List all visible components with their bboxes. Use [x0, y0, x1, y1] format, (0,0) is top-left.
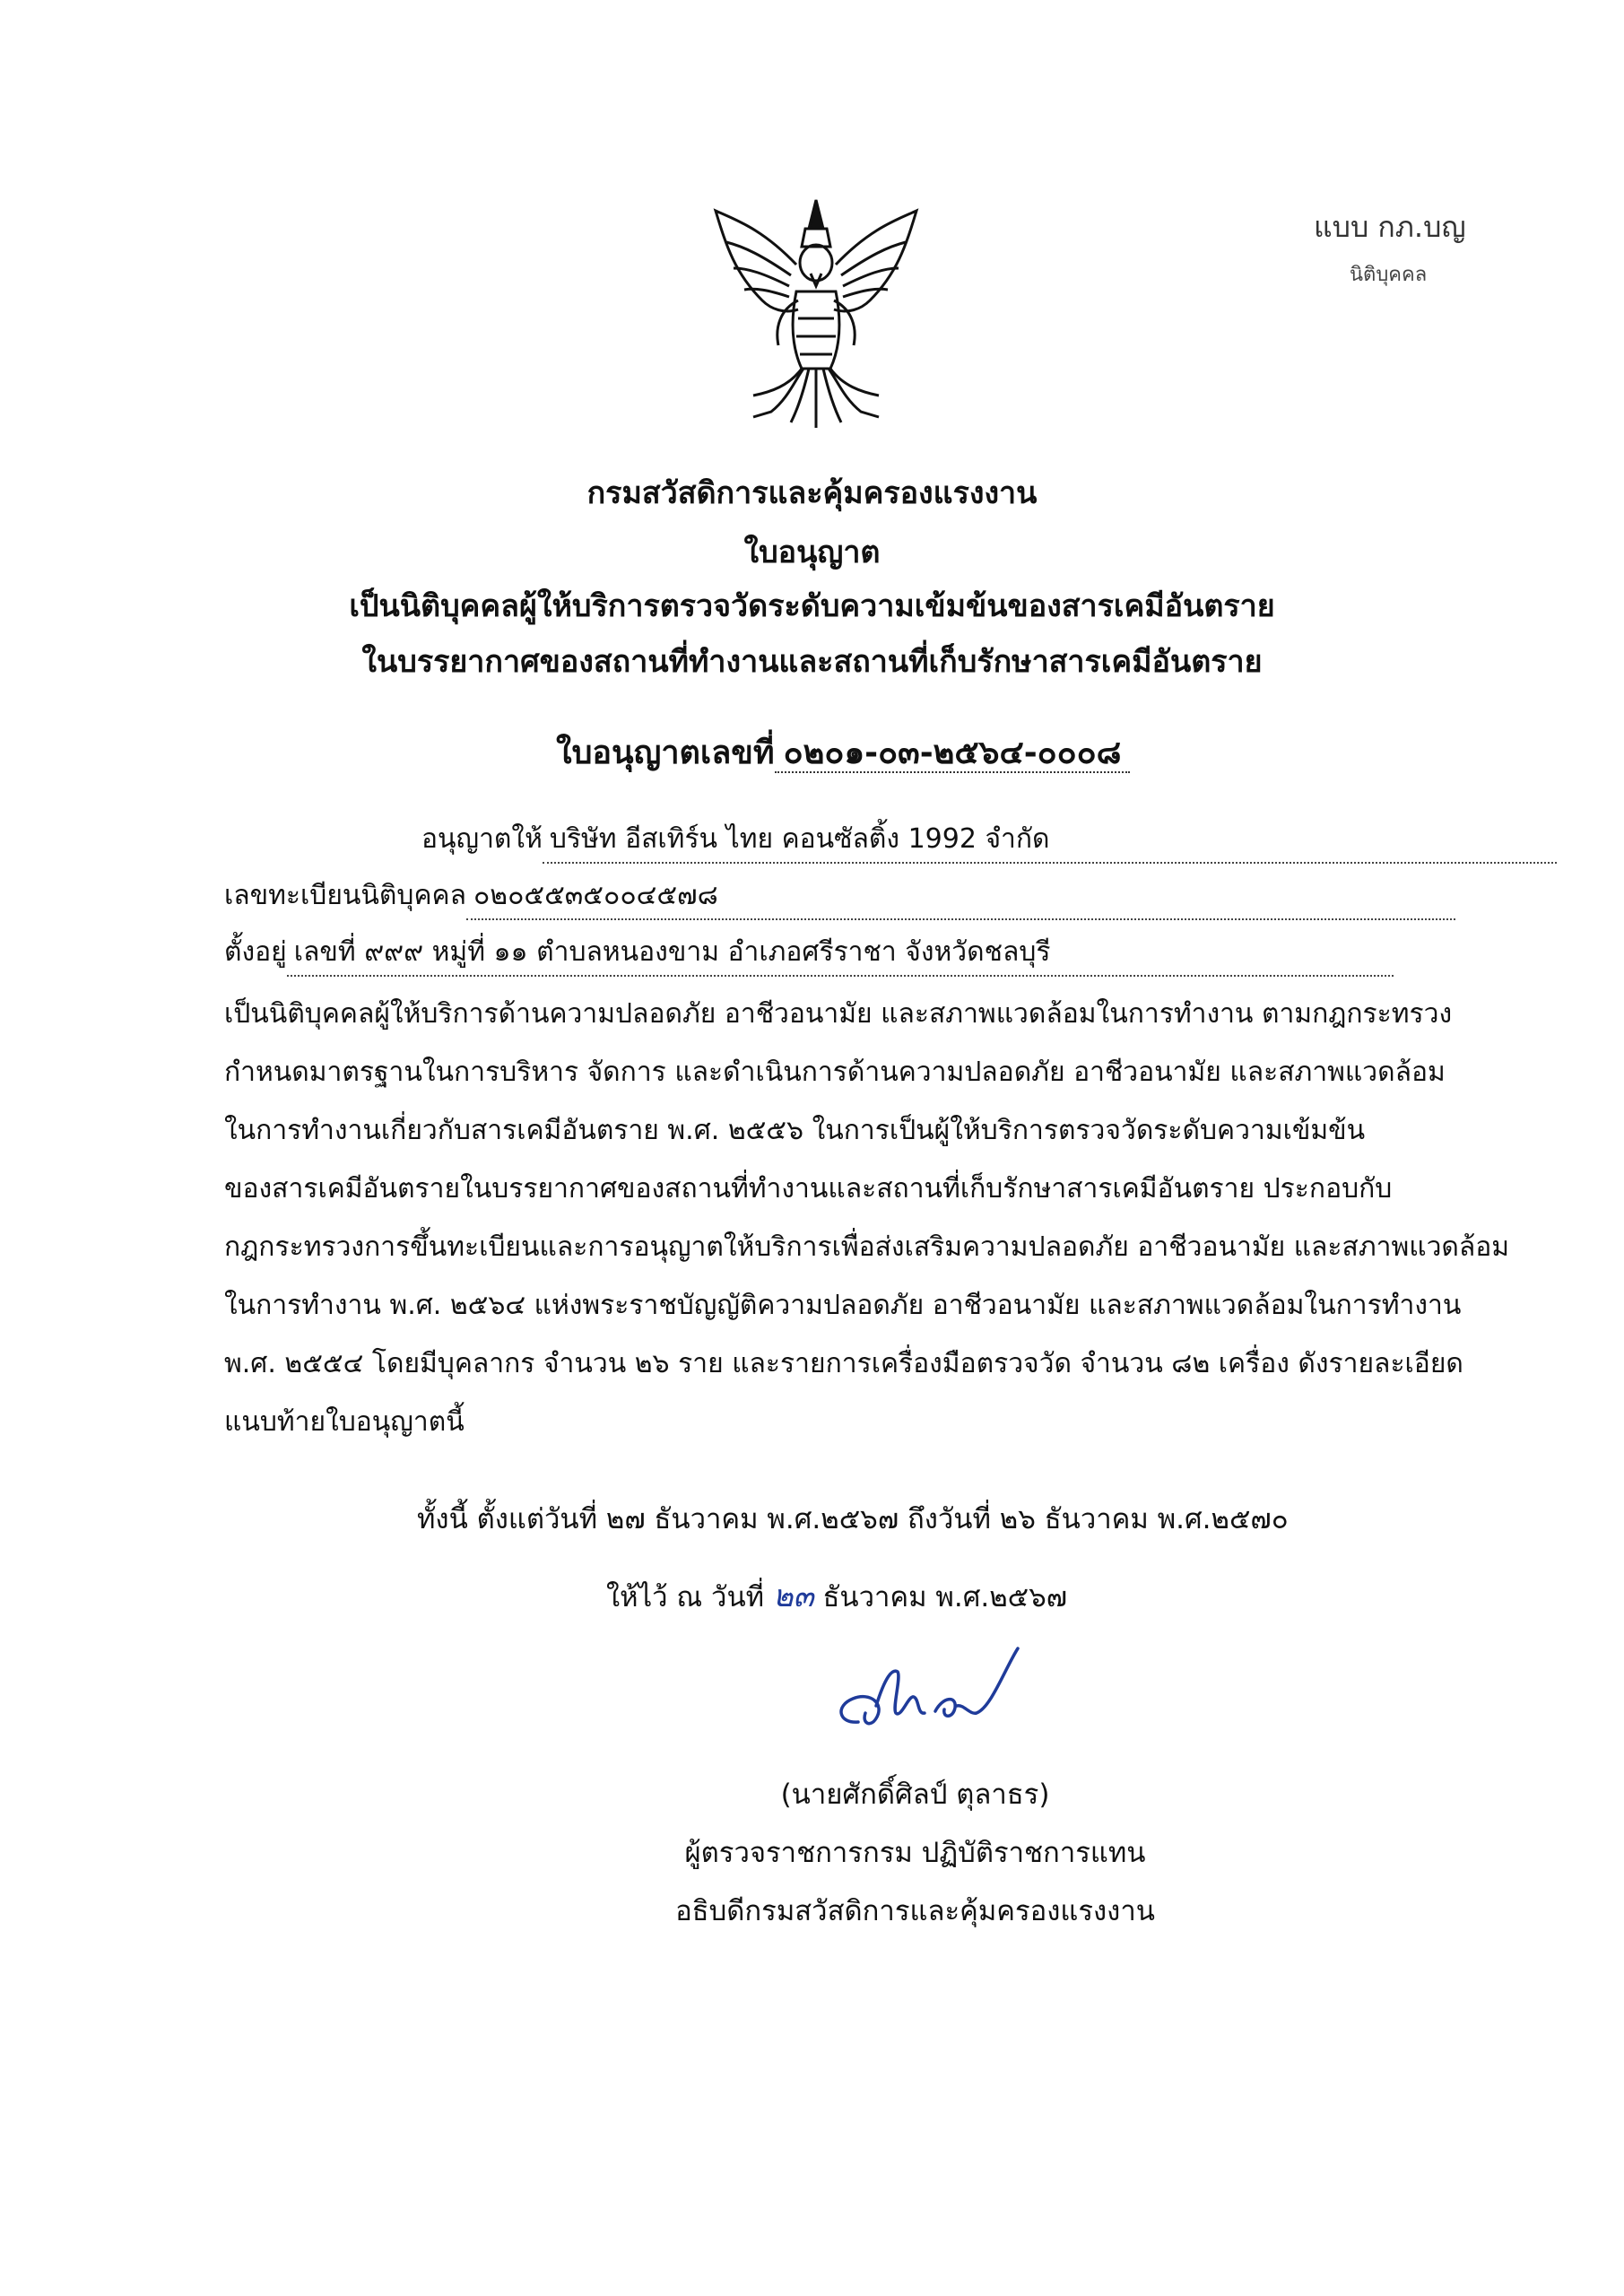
given-date-row	[606, 1571, 1067, 1620]
signer-position-2: อธิบดีกรมสวัสดิการและคุ้มครองแรงงาน	[675, 1895, 1155, 1927]
grantee-row	[421, 818, 1557, 864]
address-value: เลขที่ ๙๙๙ หมู่ที่ ๑๑ ตำบลหนองขาม อำเภอศรีราชา จังหวัดชลบุรี	[287, 931, 1394, 977]
grantee-label: อนุญาตให้	[421, 823, 543, 855]
license-number-row	[556, 726, 1130, 778]
document-type: ใบอนุญาต	[743, 535, 881, 570]
form-code: แบบ กภ.บญ	[1314, 210, 1466, 244]
body-line-5: กฎกระทรวงการขึ้นทะเบียนและการอนุญาตให้บริการเพื่อส่งเสริมความปลอดภัย อาชีวอนามัย และสภาพแวดล้อม	[224, 1231, 1510, 1263]
garuda-emblem-icon	[708, 193, 924, 435]
body-line-2: กำหนดมาตรฐานในการบริหาร จัดการ และดำเนินการด้านความปลอดภัย อาชีวอนามัย และสภาพแวดล้อม	[224, 1057, 1446, 1088]
address-label: ตั้งอยู่	[224, 936, 287, 968]
given-suffix: ธันวาคม พ.ศ.๒๕๖๗	[822, 1581, 1068, 1613]
purpose-line-2: ในบรรยากาศของสถานที่ทำงานและสถานที่เก็บรักษาสารเคมีอันตราย	[361, 644, 1263, 680]
license-number: ๐๒๐๑-๐๓-๒๕๖๔-๐๐๐๘	[775, 735, 1131, 773]
given-prefix: ให้ไว้ ณ วันที่	[606, 1581, 765, 1613]
given-day: ๒๓	[772, 1578, 814, 1614]
body-line-4: ของสารเคมีอันตรายในบรรยากาศของสถานที่ทำงานและสถานที่เก็บรักษาสารเคมีอันตราย ประกอบกับ	[224, 1173, 1393, 1205]
validity-period: ทั้งนี้ ตั้งแต่วันที่ ๒๗ ธันวาคม พ.ศ.๒๕๖๗ ถึงวันที่ ๒๖ ธันวาคม พ.ศ.๒๕๗๐	[417, 1503, 1289, 1535]
body-line-1: เป็นนิติบุคคลผู้ให้บริการด้านความปลอดภัย อาชีวอนามัย และสภาพแวดล้อมในการทำงาน ตามกฎกระทรวง	[224, 998, 1453, 1030]
department-title: กรมสวัสดิการและคุ้มครองแรงงาน	[586, 475, 1038, 511]
body-line-6: ในการทำงาน พ.ศ. ๒๕๖๔ แห่งพระราชบัญญัติความปลอดภัย อาชีวอนามัย และสภาพแวดล้อมในการทำงาน	[224, 1290, 1462, 1321]
form-subtype: นิติบุคคล	[1350, 264, 1428, 286]
grantee-value: บริษัท อีสเทิร์น ไทย คอนซัลติ้ง 1992 จำกัด	[543, 818, 1557, 864]
registration-label: เลขทะเบียนนิติบุคคล	[224, 880, 466, 911]
address-row	[224, 931, 1394, 977]
signer-name: (นายศักดิ์ศิลป์ ตุลาธร)	[780, 1779, 1050, 1811]
handwritten-signature	[829, 1641, 1036, 1749]
signer-position-1: ผู้ตรวจราชการกรม ปฏิบัติราชการแทน	[684, 1837, 1146, 1869]
license-number-label: ใบอนุญาตเลขที่	[556, 735, 775, 771]
registration-value: ๐๒๐๕๕๓๕๐๐๔๕๗๘	[466, 874, 1455, 920]
body-line-7: พ.ศ. ๒๕๕๔ โดยมีบุคลากร จำนวน ๒๖ ราย และรายการเครื่องมือตรวจวัด จำนวน ๘๒ เครื่อง ดังรายละเอียด	[224, 1348, 1463, 1379]
body-line-8: แนบท้ายใบอนุญาตนี้	[224, 1406, 465, 1438]
purpose-line-1: เป็นนิติบุคคลผู้ให้บริการตรวจวัดระดับความเข้มข้นของสารเคมีอันตราย	[349, 588, 1275, 624]
registration-row	[224, 874, 1455, 920]
body-line-3: ในการทำงานเกี่ยวกับสารเคมีอันตราย พ.ศ. ๒๕๕๖ ในการเป็นผู้ให้บริการตรวจวัดระดับความเข้มข้น	[224, 1115, 1366, 1146]
